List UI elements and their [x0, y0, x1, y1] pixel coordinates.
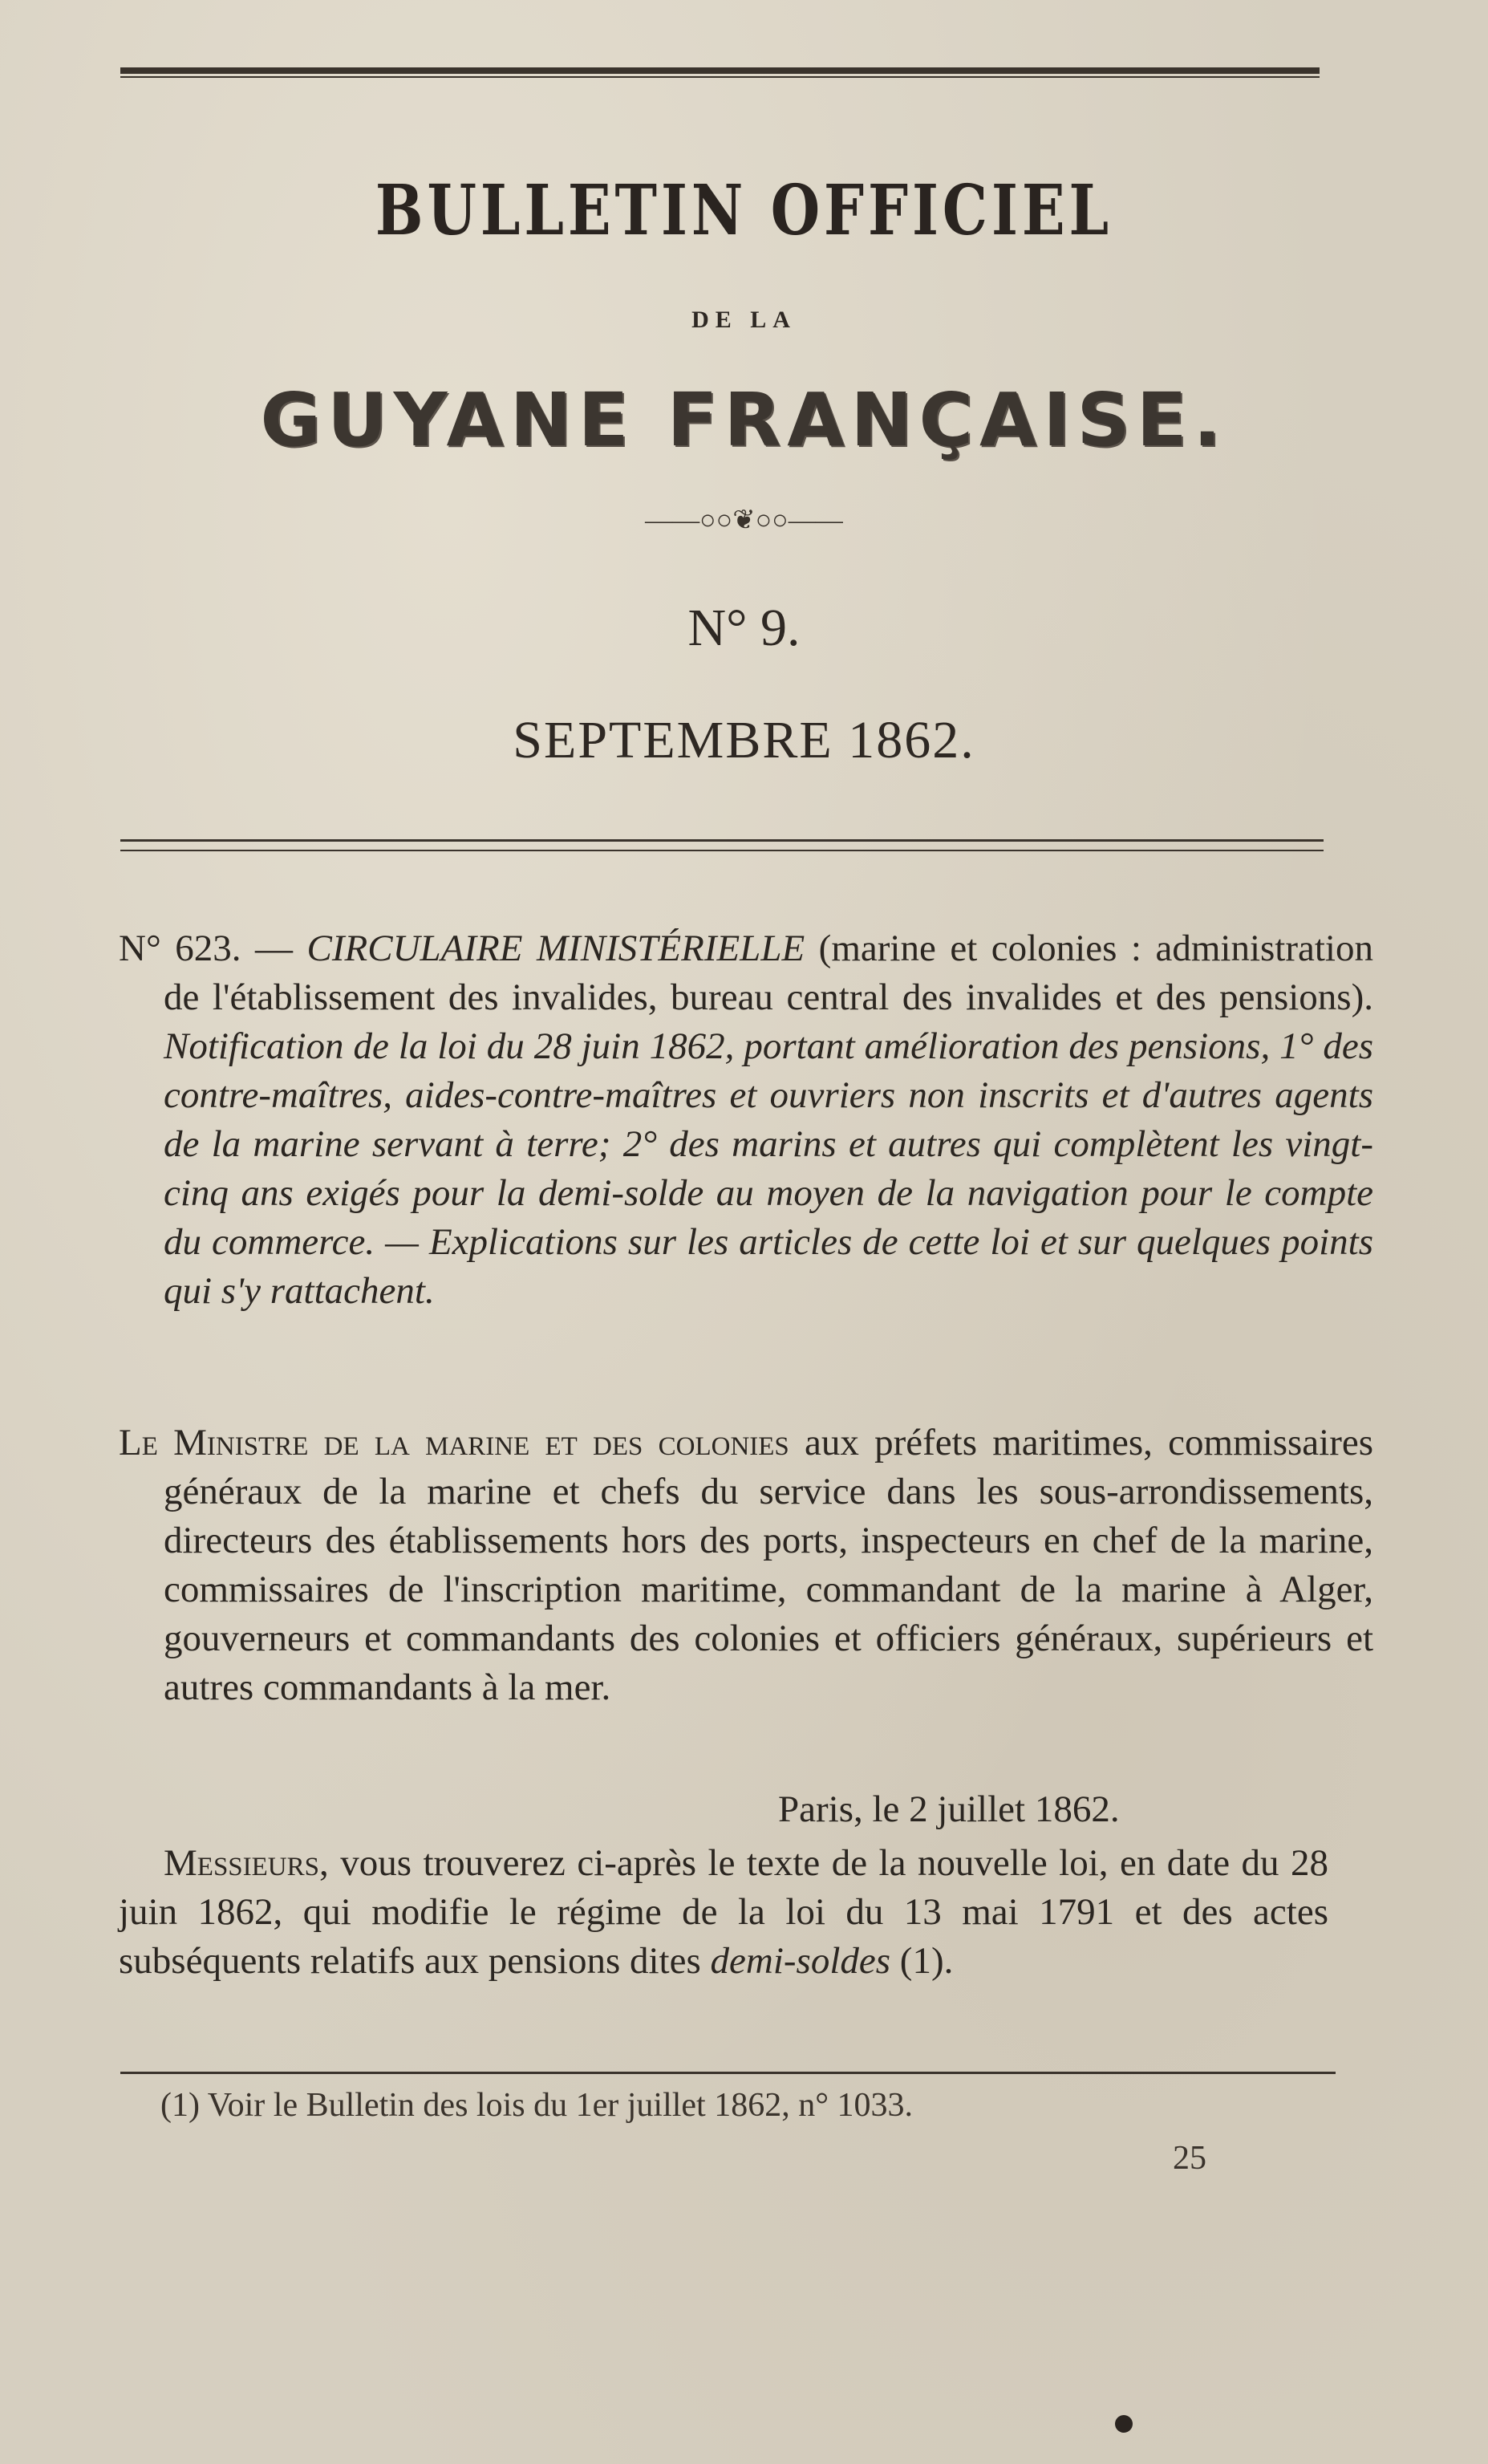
- footnote: (1) Voir le Bulletin des lois du 1er juillet 1862, n° 1033.: [160, 2087, 914, 2124]
- top-double-rule: [120, 67, 1320, 79]
- ink-spot: [1115, 2415, 1133, 2433]
- colony-title: GUYANE FRANÇAISE.: [260, 377, 1228, 463]
- address-sender: Le Ministre de la marine et des colonies: [119, 1422, 789, 1463]
- letter-body: [119, 1839, 1328, 1986]
- address-recipients: aux préfets maritimes, commissaires généraux de la marine et chefs du service dans les sous-arrondissements, directeurs des établissements hors des ports, inspecteurs en chef de la marine, commissaires de l'inscription maritime, commandant de la marine à Alger, gouverneurs et commandants des colonies et officiers généraux, supérieurs et autres commandants à la mer.: [164, 1422, 1374, 1708]
- letter-footnote-ref: (1).: [890, 1940, 954, 1982]
- circular-entry: [119, 924, 1373, 1316]
- entry-number: N° 623. —: [119, 928, 307, 969]
- issue-number: N° 9.: [687, 599, 801, 657]
- title-connector: DE LA: [691, 306, 797, 333]
- bulletin-title: BULLETIN OFFICIEL: [375, 170, 1113, 251]
- letter-text: , vous trouverez ci-après le texte de la nouvelle loi, en date du 28 juin 1862, qui modifie le régime de la loi du 13 mai 1791 et des actes subséquents relatifs aux pensions dites: [119, 1842, 1328, 1982]
- letter-italic-term: demi-soldes: [710, 1940, 891, 1982]
- header-double-rule: [120, 839, 1324, 851]
- entry-summary: Notification de la loi du 28 juin 1862, portant amélioration des pensions, 1° des contre-maîtres, aides-contre-maîtres et ouvriers non inscrits et d'autres agents de la marine servant à terre; 2° des marins et autres qui complètent les vingt-cinq ans exigés pour la demi-solde au moyen de la navigation pour le compte du commerce. — Explications sur les articles de cette loi et sur quelques points qui s'y rattachent.: [164, 1025, 1373, 1312]
- ornament-divider: ——○○❦○○——: [645, 505, 843, 535]
- letter-dateline: Paris, le 2 juillet 1862.: [778, 1788, 1120, 1830]
- issue-date: SEPTEMBRE 1862.: [513, 711, 975, 769]
- entry-heading: CIRCULAIRE MINISTÉRIELLE: [306, 928, 805, 969]
- entry-heading-detail: (marine et colonies : administration de l'établissement des invalides, bureau central des invalides et des pensions).: [164, 928, 1373, 1018]
- page-number: 25: [1173, 2140, 1206, 2177]
- letter-salutation: Messieurs: [164, 1842, 319, 1884]
- footnote-rule: [120, 2072, 1336, 2074]
- address-paragraph: [119, 1419, 1373, 1712]
